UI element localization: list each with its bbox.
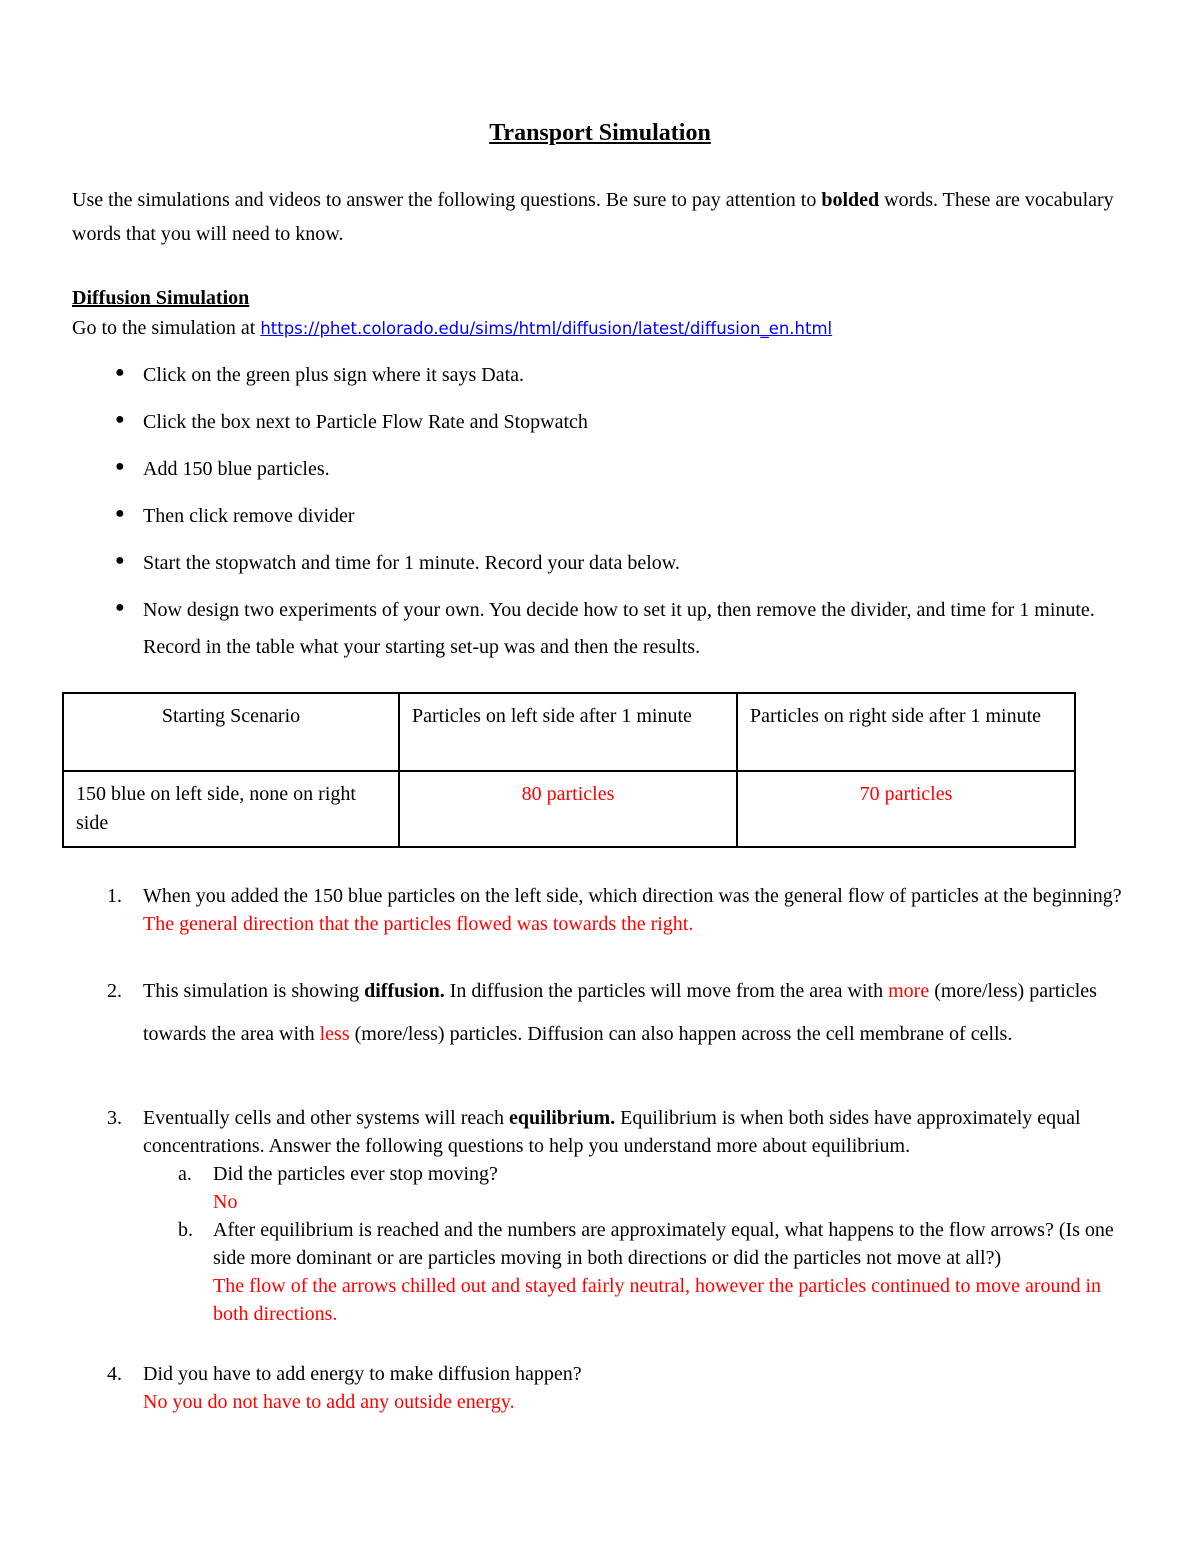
question-3a-body: [213, 1160, 1128, 1216]
question-1-body: [143, 882, 1128, 938]
question-2-text-3: (more/less) particles towards the area with: [143, 980, 1097, 1045]
question-3-text: [143, 1104, 1128, 1160]
question-2-text-1: This simulation is showing: [143, 980, 365, 1002]
table-row: [63, 771, 1075, 847]
question-2-body: [143, 970, 1128, 1056]
cell-right-result: 70 particles: [737, 771, 1075, 847]
results-table: [62, 692, 1076, 848]
question-4: [72, 1360, 1128, 1416]
question-3a-answer: No: [213, 1191, 238, 1213]
list-item: [115, 592, 1128, 666]
question-4-answer: No you do not have to add any outside energy.: [143, 1391, 515, 1413]
simulation-link[interactable]: https://phet.colorado.edu/sims/html/diffusion/latest/diffusion_en.html: [260, 319, 833, 338]
bullet-icon: ●: [115, 364, 125, 381]
question-3b: [178, 1216, 1128, 1328]
list-item: [115, 498, 1128, 535]
question-3-text-1: Eventually cells and other systems will reach: [143, 1107, 510, 1129]
bullet-icon: ●: [115, 505, 125, 522]
instruction-list: [72, 357, 1128, 666]
header-left-side: Particles on left side after 1 minute: [399, 693, 737, 771]
cell-left-result: 80 particles: [399, 771, 737, 847]
question-4-number: 4.: [107, 1363, 122, 1385]
instruction-text: Add 150 blue particles.: [143, 458, 330, 480]
question-3a-text: Did the particles ever stop moving?: [213, 1163, 498, 1185]
question-2-answer-less: less: [319, 1023, 350, 1045]
section-heading-diffusion: Diffusion Simulation: [72, 287, 250, 309]
question-4-body: [143, 1360, 1128, 1416]
question-3a-label: a.: [178, 1163, 192, 1185]
list-item: [115, 357, 1128, 394]
question-2-text-4: (more/less) particles. Diffusion can also happen across the cell membrane of cells.: [349, 1023, 1013, 1045]
intro-text-1: Use the simulations and videos to answer the following questions. Be sure to pay attention to: [72, 189, 822, 211]
question-3-body: [143, 1104, 1128, 1328]
bullet-icon: ●: [115, 552, 125, 569]
question-3-bold-word: equilibrium.: [509, 1107, 616, 1129]
list-item: [115, 545, 1128, 582]
question-3b-body: [213, 1216, 1128, 1328]
question-1-text: When you added the 150 blue particles on the left side, which direction was the general flow of particles at the beginning?: [143, 885, 1122, 907]
intro-bold-word: bolded: [821, 189, 880, 211]
question-3-number: 3.: [107, 1107, 122, 1129]
list-item: [115, 451, 1128, 488]
intro-text-2: words. These are vocabulary words that you will need to know.: [72, 189, 1114, 245]
question-2-answer-more: more: [888, 980, 930, 1002]
question-3: [72, 1104, 1128, 1328]
instruction-text: Now design two experiments of your own. You decide how to set it up, then remove the divider, and time for 1 minute. Record in the table what your starting set-up was and then the results.: [143, 599, 1095, 658]
instruction-text: Click the box next to Particle Flow Rate and Stopwatch: [143, 411, 588, 433]
table-header-row: [63, 693, 1075, 771]
question-2-text-2: In diffusion the particles will move from the area with: [444, 980, 889, 1002]
instruction-text: Then click remove divider: [143, 505, 355, 527]
question-3b-answer: The flow of the arrows chilled out and stayed fairly neutral, however the particles continued to move around in both directions.: [213, 1275, 1102, 1325]
header-right-side: Particles on right side after 1 minute: [737, 693, 1075, 771]
question-1-number: 1.: [107, 885, 122, 907]
goto-prefix: Go to the simulation at: [72, 317, 261, 339]
question-2-bold-word: diffusion.: [364, 980, 445, 1002]
question-list: [72, 882, 1128, 1416]
question-3b-label: b.: [178, 1219, 193, 1241]
instruction-text: Click on the green plus sign where it says Data.: [143, 364, 525, 386]
question-3b-text: After equilibrium is reached and the numbers are approximately equal, what happens to the flow arrows? (Is one side more dominant or are particles moving in both directions or did the particles not move at all?): [213, 1219, 1114, 1269]
question-1: [72, 882, 1128, 938]
question-4-text: Did you have to add energy to make diffusion happen?: [143, 1363, 582, 1385]
question-2-number: 2.: [107, 980, 122, 1002]
instruction-text: Start the stopwatch and time for 1 minute. Record your data below.: [143, 552, 680, 574]
cell-scenario: 150 blue on left side, none on right side: [63, 771, 399, 847]
question-3-text-2: Equilibrium is when both sides have approximately equal concentrations. Answer the following questions to help you understand more about equilibrium.: [143, 1107, 1081, 1157]
page-title: Transport Simulation: [489, 120, 711, 146]
bullet-icon: ●: [115, 411, 125, 428]
header-starting-scenario: Starting Scenario: [63, 693, 399, 771]
bullet-icon: ●: [115, 599, 125, 616]
bullet-icon: ●: [115, 458, 125, 475]
goto-line: [72, 313, 1128, 343]
question-3a: [178, 1160, 1128, 1216]
list-item: [115, 404, 1128, 441]
intro-paragraph: [72, 183, 1128, 251]
question-2: [72, 970, 1128, 1056]
question-1-answer: The general direction that the particles flowed was towards the right.: [143, 913, 694, 935]
